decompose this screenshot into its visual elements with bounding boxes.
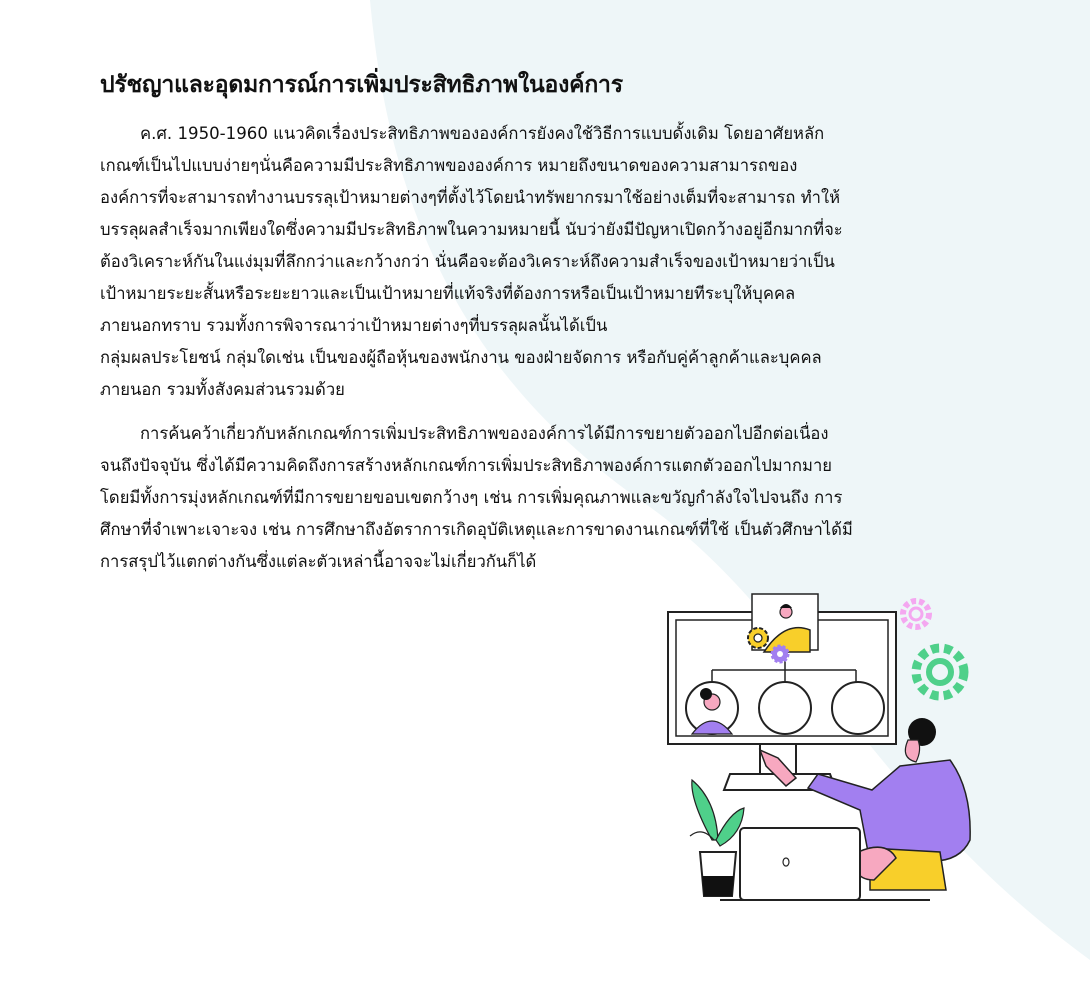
- paragraph-1: [100, 118, 1000, 406]
- paragraph-2: [100, 418, 1000, 578]
- text-line: ภายนอก รวมทั้งสังคมส่วนรวมด้วย: [100, 380, 345, 399]
- text-line: บรรลุผลสำเร็จมากเพียงใดซึ่งความมีประสิทธิภาพในความหมายนี้ นับว่ายังมีปัญหาเปิดกว้างอยู่อีกมากที่จะ: [100, 220, 843, 239]
- text-line: การค้นคว้าเกี่ยวกับหลักเกณฑ์การเพิ่มประสิทธิภาพขององค์การได้มีการขยายตัวออกไปอีกต่อเนื่อง: [140, 424, 829, 443]
- text-line: ค.ศ. 1950-1960 แนวคิดเรื่องประสิทธิภาพขององค์การยังคงใช้วิธีการแบบดั้งเดิม โดยอาศัยหลัก: [140, 124, 825, 143]
- text-line: จนถึงปัจจุบัน ซึ่งได้มีความคิดถึงการสร้างหลักเกณฑ์การเพิ่มประสิทธิภาพองค์การแตกตัวออกไปมากมาย: [100, 456, 833, 475]
- page-title: ปรัชญาและอุดมการณ์การเพิ่มประสิทธิภาพในองค์การ: [100, 72, 623, 98]
- document-body: [100, 68, 1000, 590]
- text-line: องค์การที่จะสามารถทำงานบรรลุเป้าหมายต่างๆที่ตั้งไว้โดยนำทรัพยากรมาใช้อย่างเต็มที่จะสามารถ ทำให้: [100, 188, 841, 207]
- text-line: ศึกษาที่จำเพาะเจาะจง เช่น การศึกษาถึงอัตราการเกิดอุบัติเหตุและการขาดงานเกณฑ์ที่ใช้ เป็นตัวศึกษาได้มี: [100, 520, 853, 539]
- text-line: ต้องวิเคราะห์กันในแง่มุมที่ลึกกว่าและกว้างกว่า นั่นคือจะต้องวิเคราะห์ถึงความสำเร็จของเป้าหมายว่าเป็น: [100, 252, 835, 271]
- plant-icon: [690, 780, 744, 896]
- text-line: ภายนอกทราบ รวมทั้งการพิจารณาว่าเป้าหมายต่างๆที่บรรลุผลนั้นได้เป็น: [100, 316, 608, 335]
- text-line: โดยมีทั้งการมุ่งหลักเกณฑ์ที่มีการขยายขอบเขตกว้างๆ เช่น การเพิ่มคุณภาพและขวัญกำลังใจไปจนถึง การ: [100, 488, 843, 507]
- text-line: กลุ่มผลประโยชน์ กลุ่มใดเช่น เป็นของผู้ถือหุ้นของพนักงาน ของฝ่ายจัดการ หรือกับคู่ค้าลูกค้าและบุคคล: [100, 348, 822, 367]
- text-line: เกณฑ์เป็นไปแบบง่ายๆนั่นคือความมีประสิทธิภาพขององค์การ หมายถึงขนาดของความสามารถของ: [100, 156, 798, 175]
- gear-icon: [903, 601, 929, 627]
- text-line: การสรุปไว้แตกต่างกันซึ่งแต่ละตัวเหล่านี้อาจจะไม่เกี่ยวกันก็ได้: [100, 552, 537, 571]
- text-line: เป้าหมายระยะสั้นหรือระยะยาวและเป็นเป้าหมายที่แท้จริงที่ต้องการหรือเป็นเป้าหมายทีระบุให้บุคคล: [100, 284, 796, 303]
- org-chart-illustration: [660, 590, 990, 910]
- gear-icon: [916, 648, 964, 696]
